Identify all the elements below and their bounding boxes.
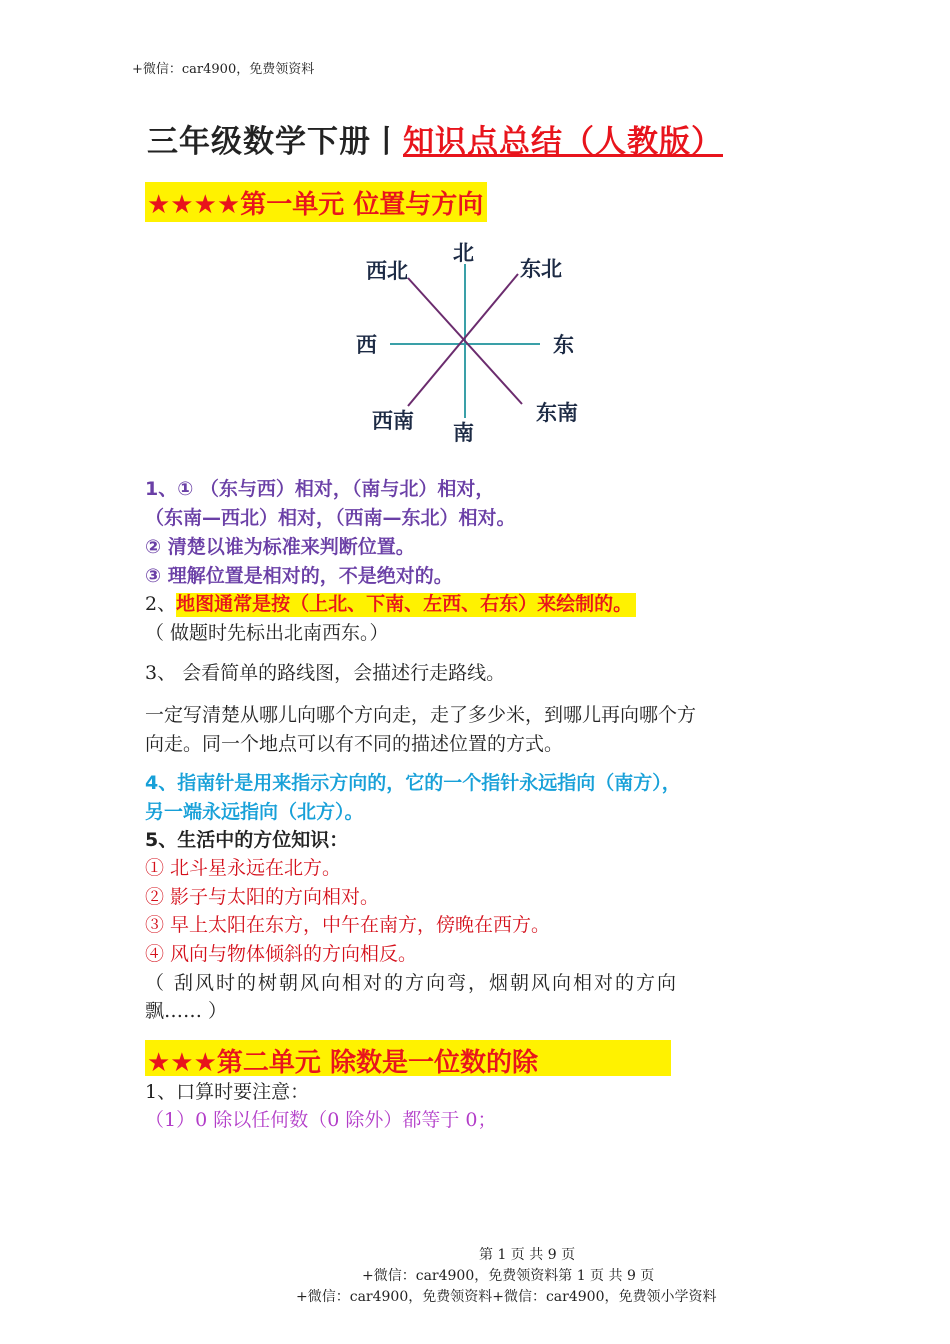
point-4b: 另一端永远指向（北方）。 (145, 801, 364, 823)
watermark-top: +微信：car4900，免费领资料 (132, 62, 315, 77)
point-5-2: ② 影子与太阳的方向相对。 (145, 886, 380, 908)
point-1b: （东南—西北）相对，（西南—东北）相对。 (145, 507, 516, 529)
compass-northwest: 西北 (366, 258, 408, 283)
footer-page-number: 第 1 页 共 9 页 (479, 1247, 576, 1263)
point-5: 5、生活中的方位知识： (145, 829, 349, 851)
unit2-point-1-1: （1）0 除以任何数（0 除外）都等于 0； (145, 1109, 497, 1131)
point-4a: 4、指南针是用来指示方向的，它的一个指针永远指向（南方）， (145, 772, 681, 794)
point-3: 3、 会看简单的路线图，会描述行走路线。 (145, 662, 506, 684)
compass-northeast: 东北 (520, 256, 562, 281)
point-1c: ② 清楚以谁为标准来判断位置。 (145, 536, 415, 558)
compass-north: 北 (453, 240, 474, 265)
footer-line-2: +微信：car4900，免费领资料第 1 页 共 9 页 (362, 1268, 655, 1284)
point-5-3: ③ 早上太阳在东方，中午在南方，傍晚在西方。 (145, 914, 551, 936)
footer-line-3: +微信：car4900，免费领资料+微信：car4900，免费领小学资料 (296, 1289, 717, 1305)
compass-southwest: 西南 (372, 408, 414, 433)
point-5-4: ④ 风向与物体倾斜的方向相反。 (145, 943, 418, 965)
compass-south: 南 (453, 420, 474, 445)
point-1a: 1、① （东与西）相对，（南与北）相对， (145, 478, 495, 500)
point-2-note: （ 做题时先标出北南西东。） (145, 622, 389, 644)
compass-west: 西 (356, 332, 377, 357)
point-2-highlight: 地图通常是按（上北、下南、左西、右东）来绘制的。 (176, 593, 636, 617)
point-2-number: 2、 (145, 593, 177, 615)
unit2-banner: ★★★第二单元 除数是一位数的除 (145, 1040, 671, 1076)
point-5-note-1: （ 刮风时的树朝风向相对的方向弯，烟朝风向相对的方向 (145, 972, 679, 994)
page-title (147, 116, 723, 161)
title-part2: 知识点总结（人教版） (403, 124, 723, 160)
point-3-desc-2: 向走。同一个地点可以有不同的描述位置的方式。 (145, 733, 564, 755)
point-5-note-2: 飘…… ） (145, 1000, 228, 1022)
compass-diagram (350, 236, 610, 466)
compass-southeast: 东南 (536, 400, 578, 425)
point-1d: ③ 理解位置是相对的，不是绝对的。 (145, 565, 453, 587)
title-part1: 三年级数学下册丨 (147, 124, 403, 160)
point-3-desc-1: 一定写清楚从哪儿向哪个方向走，走了多少米，到哪儿再向哪个方 (145, 704, 697, 726)
unit1-banner: ★★★★第一单元 位置与方向 (145, 182, 487, 222)
point-2 (145, 589, 636, 616)
unit2-point-1: 1、口算时要注意： (145, 1081, 310, 1103)
point-5-1: ① 北斗星永远在北方。 (145, 857, 342, 879)
compass-east: 东 (553, 332, 574, 357)
